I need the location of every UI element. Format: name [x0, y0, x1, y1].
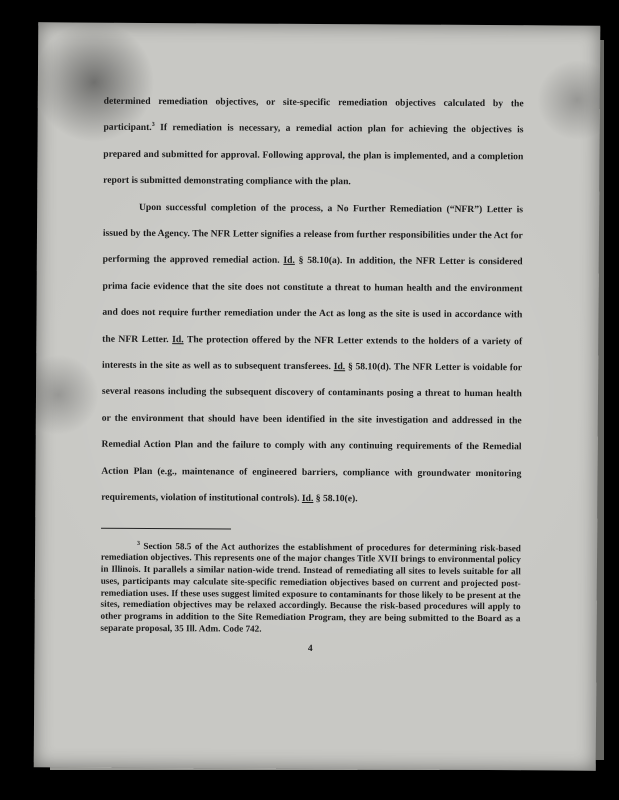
citation-id: Id. [283, 255, 295, 267]
para2-part-c: The protection offered by the NFR Letter extends to the holders of a variety of interests in the site as well as to subsequent transferees. [102, 333, 523, 373]
para1-text: determined remediation objectives, or site-specific remediation objectives calculated by the participant. [103, 95, 524, 134]
para2-part-a: Upon successful completion of the process, a No Further Remediation (“NFR”) Letter is issued by the Agency. The NFR Letter signifies a release from further responsibilities under the Act for performing the approved remedial action. [102, 201, 524, 267]
footnote-text: Section 58.5 of the Act authorizes the establishment of procedures for determining risk-based remediation objectives. This represents one of the major changes Title XVII brings to environmental policy in Illinois. It parallels a similar nation-wide trend. Instead of remediating all sites to levels suitable for all uses, participants may calculate site-specific remediation objectives based on current and projected post-remediation uses. If these uses suggest limited exposure to contaminants for those likely to be present at the sites, remediation objectives may be relaxed accordingly. Because the risk-based procedures will apply to other programs in addition to the Site Remediation Program, they are being submitted to the Board as a separate proposal, 35 Ill. Adm. Code 742. [100, 540, 521, 634]
para1-rest: If remediation is necessary, a remedial action plan for achieving the objectives is prepared and submitted for approval. Following approval, the plan is implemented, and a completion report is submitted demonstrating compliance with the plan. [103, 122, 524, 188]
paragraph-continued [103, 89, 524, 197]
page-number: 4 [307, 643, 313, 654]
citation-id: Id. [333, 361, 346, 373]
footnote-divider [101, 527, 231, 529]
citation-id: Id. [301, 493, 314, 505]
footnote-reference: 3 [151, 122, 155, 129]
footnote [100, 540, 521, 637]
para2-part-d: § 58.10(d). The NFR Letter is voidable for several reasons including the subsequent discovery of contaminants posing a threat to human health or the environment that should have been identified in the site investigation and addressed in the Remedial Action Plan and the failure to comply with any continuing requirements of the Remedial Action Plan (e.g., maintenance of engineered barriers, compliance with groundwater monitoring requirements, violation of institutional controls). [101, 361, 523, 505]
citation-id: Id. [172, 333, 184, 345]
para2-part-b: § 58.10(a). In addition, the NFR Letter is considered prima facie evidence that the site does not constitute a threat to human health and the environment and does not require further remediation under the Act as long as the site is used in accordance with the NFR Letter. [102, 255, 523, 345]
footnote-number: 3 [136, 540, 140, 547]
para2-part-e: § 58.10(e). [313, 493, 358, 505]
paragraph-nfr-letter [101, 194, 523, 513]
document-text [100, 89, 523, 655]
